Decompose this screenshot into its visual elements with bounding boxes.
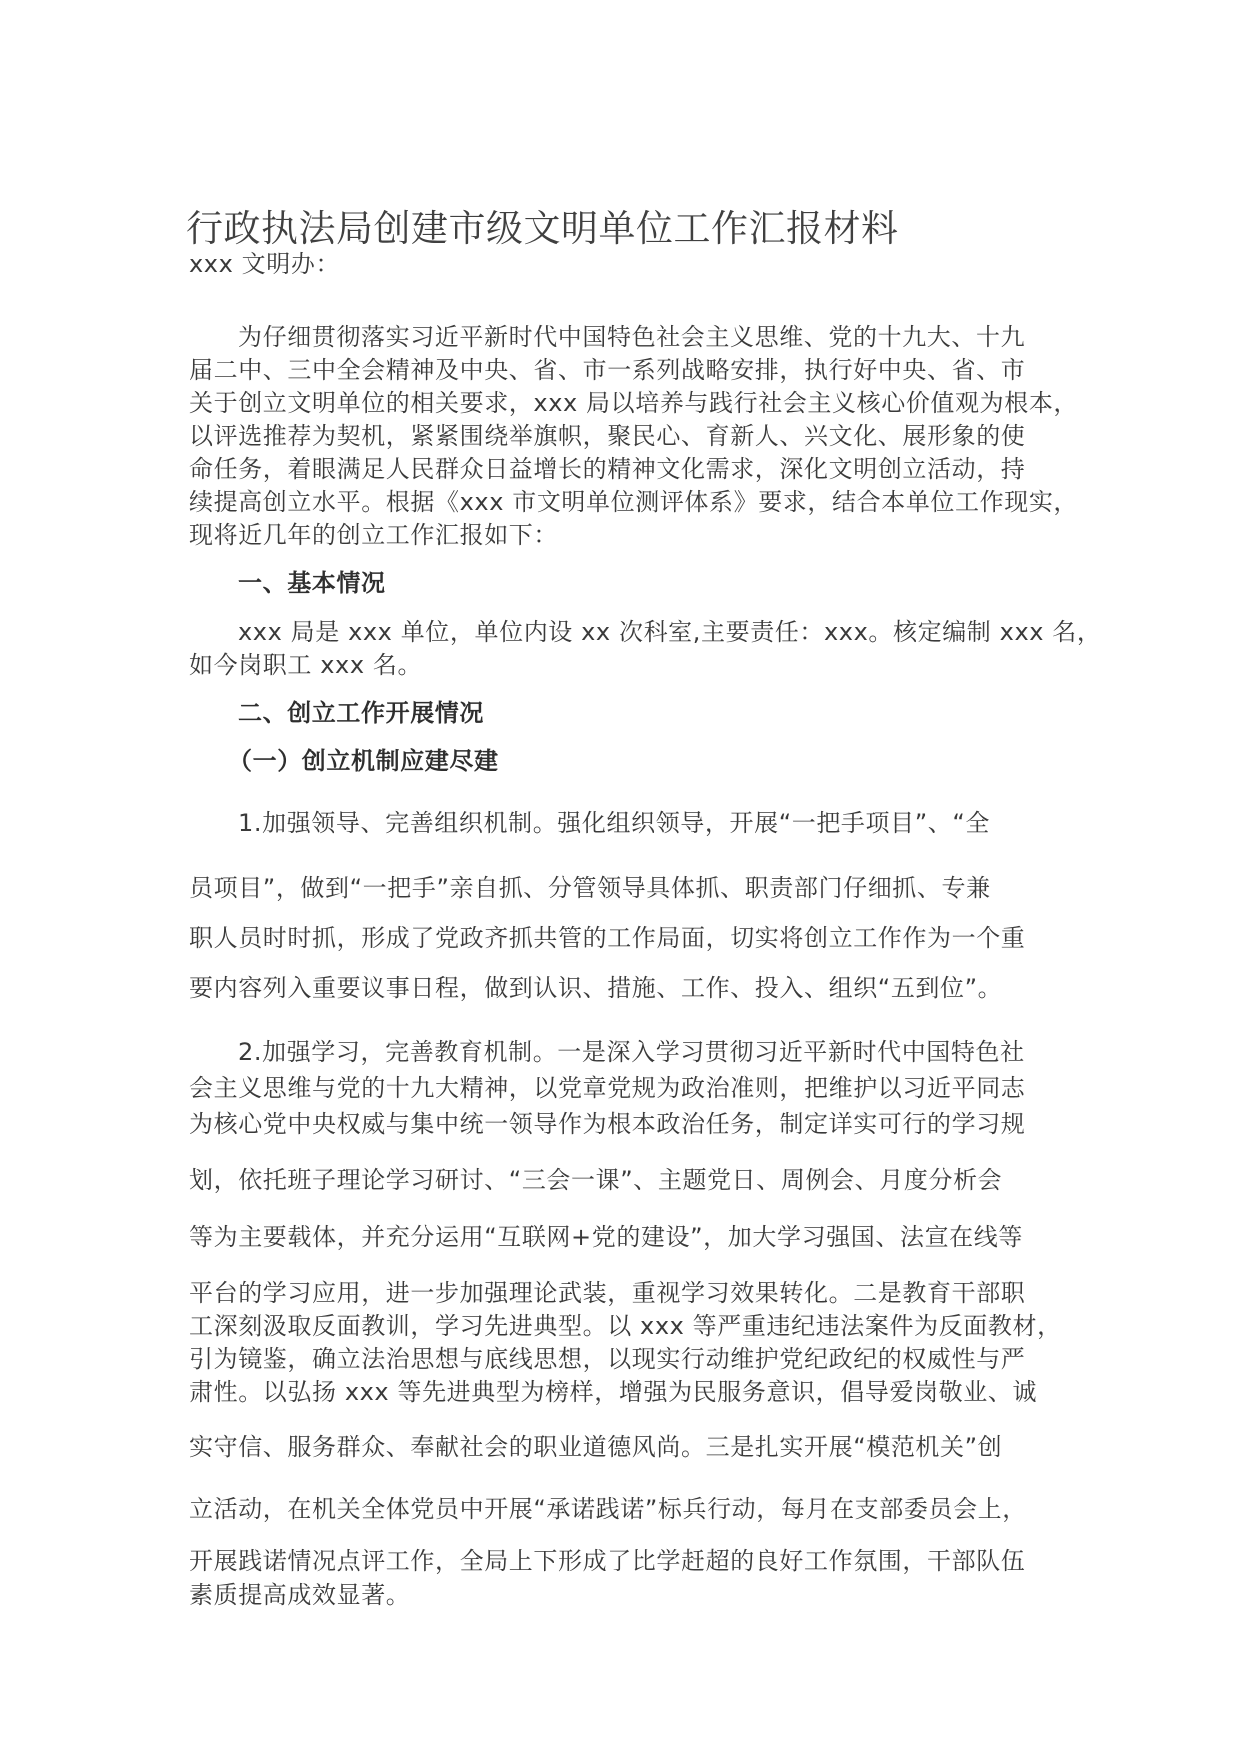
item2-line: 为核心党中央权威与集中统一领导作为根本政治任务，制定详实可行的学习规 bbox=[189, 1110, 1026, 1138]
salutation: xxx 文明办： bbox=[189, 250, 341, 278]
section1-line: xxx 局是 xxx 单位，单位内设 xx 次科室,主要责任：xxx。核定编制 xxx 名， bbox=[238, 618, 1102, 646]
item2-line: 平台的学习应用，进一步加强理论武装，重视学习效果转化。二是教育干部职 bbox=[189, 1279, 1026, 1307]
document-title: 行政执法局创建市级文明单位工作汇报材料 bbox=[186, 207, 899, 250]
intro-line: 届二中、三中全会精神及中央、省、市一系列战略安排，执行好中央、省、市 bbox=[189, 356, 1026, 384]
section1-line: 如今岗职工 xxx 名。 bbox=[189, 651, 423, 679]
item2-line: 工深刻汲取反面教训，学习先进典型。以 xxx 等严重违纪违法案件为反面教材， bbox=[189, 1312, 1062, 1340]
intro-line: 关于创立文明单位的相关要求，xxx 局以培养与践行社会主义核心价值观为根本， bbox=[189, 389, 1079, 417]
item2-line: 划，依托班子理论学习研讨、“三会一课”、主题党日、周例会、月度分析会 bbox=[189, 1166, 1003, 1194]
intro-line: 以评选推荐为契机，紧紧围绕举旗帜，聚民心、育新人、兴文化、展形象的使 bbox=[189, 422, 1026, 450]
section-heading-work-progress: 二、创立工作开展情况 bbox=[238, 699, 484, 727]
item1-line: 要内容列入重要议事日程，做到认识、措施、工作、投入、组织“五到位”。 bbox=[189, 974, 1003, 1002]
item1-line: 职人员时时抓，形成了党政齐抓共管的工作局面，切实将创立工作作为一个重 bbox=[189, 924, 1026, 952]
item2-line: 等为主要载体，并充分运用“互联网+党的建设”，加大学习强国、法宣在线等 bbox=[189, 1223, 1023, 1251]
section-heading-basic-info: 一、基本情况 bbox=[238, 569, 386, 597]
item2-line: 开展践诺情况点评工作，全局上下形成了比学赶超的良好工作氛围，干部队伍 bbox=[189, 1547, 1026, 1575]
item2-line: 2.加强学习，完善教育机制。一是深入学习贯彻习近平新时代中国特色社 bbox=[238, 1038, 1025, 1066]
intro-line: 续提高创立水平。根据《xxx 市文明单位测评体系》要求，结合本单位工作现实， bbox=[189, 488, 1079, 516]
item1-line: 员项目”，做到“一把手”亲自抓、分管领导具体抓、职责部门仔细抓、专兼 bbox=[189, 874, 991, 902]
item2-line: 肃性。以弘扬 xxx 等先进典型为榜样，增强为民服务意识，倡导爱岗敬业、诚 bbox=[189, 1378, 1038, 1406]
item2-line: 素质提高成效显著。 bbox=[189, 1581, 411, 1609]
item2-line: 会主义思维与党的十九大精神，以党章党规为政治准则，把维护以习近平同志 bbox=[189, 1074, 1026, 1102]
item2-line: 引为镜鉴，确立法治思想与底线思想，以现实行动维护党纪政纪的权威性与严 bbox=[189, 1345, 1026, 1373]
intro-line: 为仔细贯彻落实习近平新时代中国特色社会主义思维、党的十九大、十九 bbox=[238, 323, 1026, 351]
intro-line: 命任务，着眼满足人民群众日益增长的精神文化需求，深化文明创立活动，持 bbox=[189, 455, 1026, 483]
item2-line: 实守信、服务群众、奉献社会的职业道德风尚。三是扎实开展“模范机关”创 bbox=[189, 1433, 1003, 1461]
intro-line: 现将近几年的创立工作汇报如下： bbox=[189, 521, 558, 549]
subsection-heading-mechanism: （一）创立机制应建尽建 bbox=[228, 747, 499, 775]
item2-line: 立活动，在机关全体党员中开展“承诺践诺”标兵行动，每月在支部委员会上， bbox=[189, 1495, 1027, 1523]
item1-line: 1.加强领导、完善组织机制。强化组织领导，开展“一把手项目”、“全 bbox=[238, 809, 990, 837]
